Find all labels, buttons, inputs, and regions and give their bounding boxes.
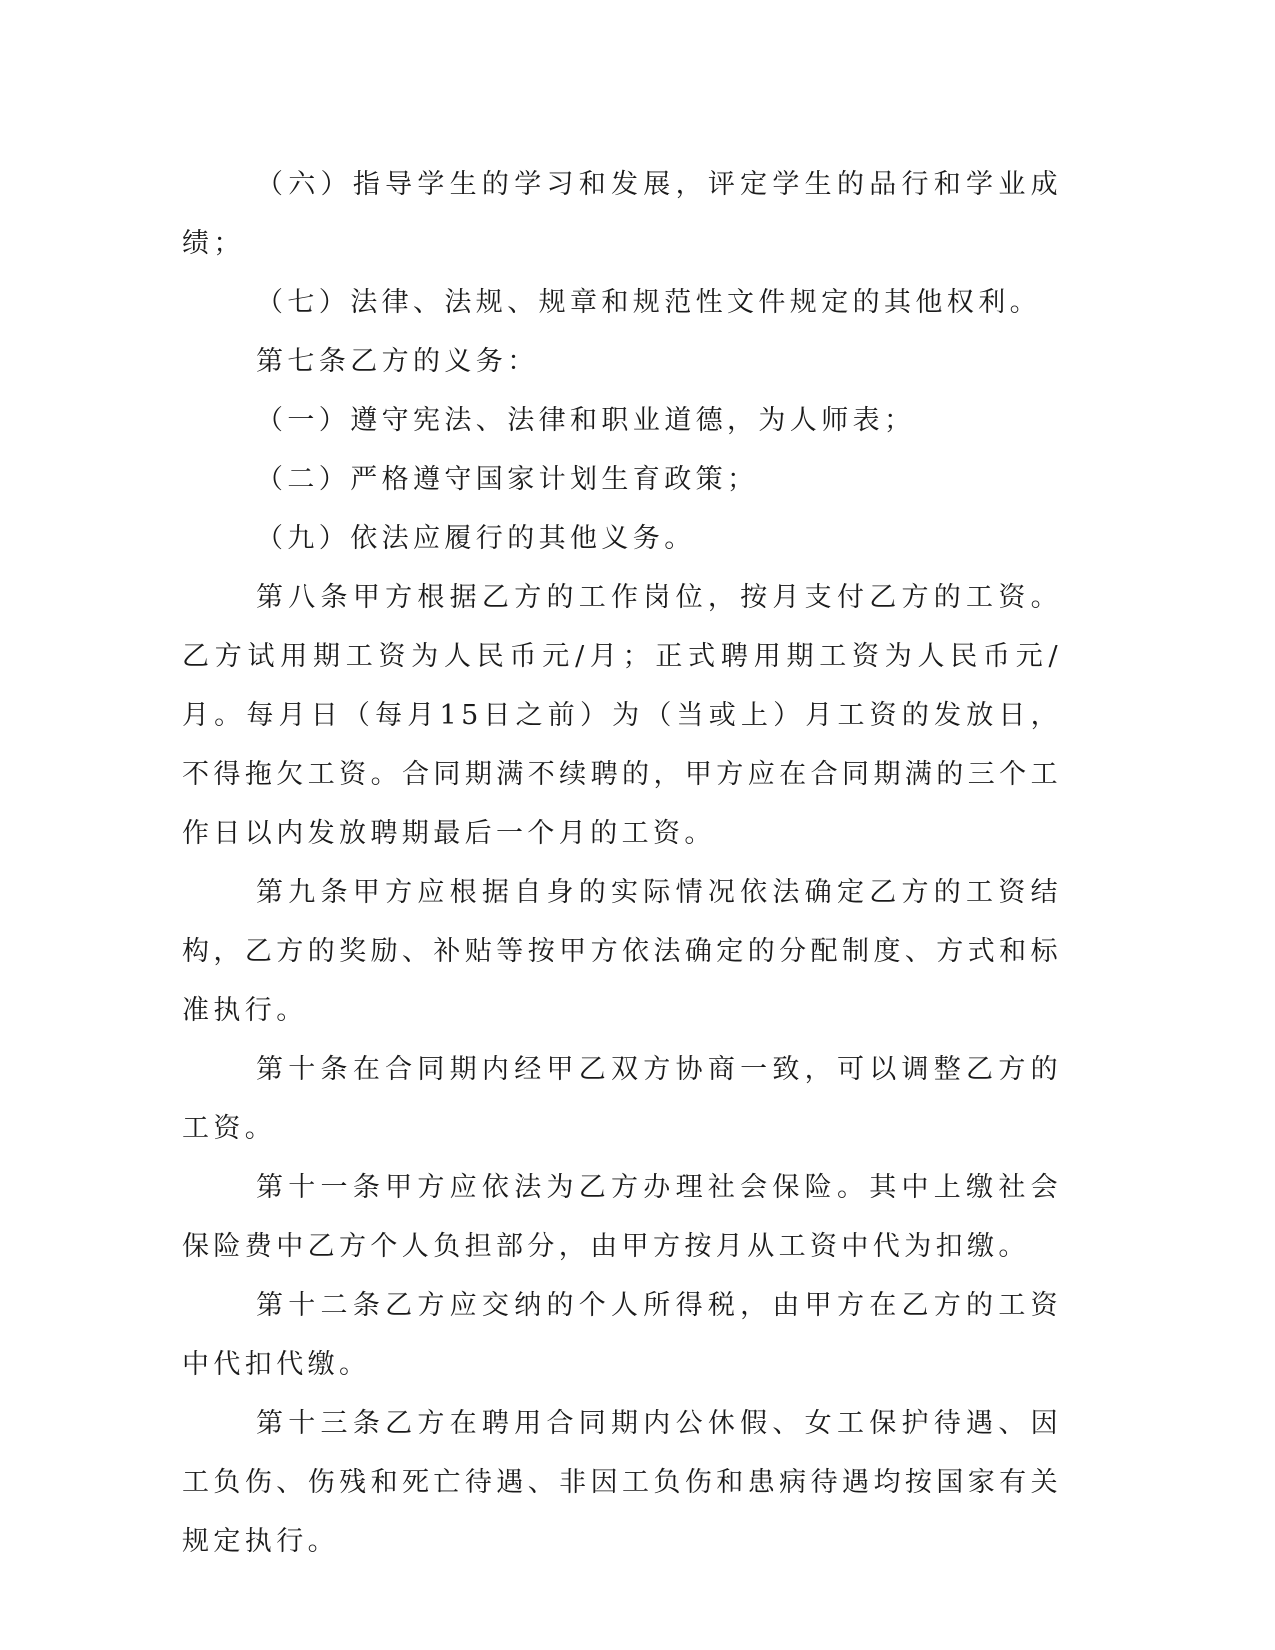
article-9-paragraph: 第九条甲方应根据自身的实际情况依法确定乙方的工资结构，乙方的奖励、补贴等按甲方依法确定的分配制度、方式和标准执行。 — [182, 877, 1062, 1026]
paragraph-duty-1: （一）遵守宪法、法律和职业道德，为人师表； — [256, 405, 916, 436]
article-12-paragraph: 第十二条乙方应交纳的个人所得税，由甲方在乙方的工资中代扣代缴。 — [182, 1290, 1062, 1380]
article-11-paragraph: 第十一条甲方应依法为乙方办理社会保险。其中上缴社会保险费中乙方个人负担部分，由甲方按月从工资中代为扣缴。 — [182, 1172, 1062, 1262]
article-8-paragraph: 第八条甲方根据乙方的工作岗位，按月支付乙方的工资。乙方试用期工资为人民币元/月；正式聘用期工资为人民币元/月。每月日（每月15日之前）为（当或上）月工资的发放日，不得拖欠工资。合同期满不续聘的，甲方应在合同期满的三个工作日以内发放聘期最后一个月的工资。 — [182, 582, 1062, 849]
paragraph-item-7-rights: （七）法律、法规、规章和规范性文件规定的其他权利。 — [256, 287, 1041, 318]
article-13-paragraph: 第十三条乙方在聘用合同期内公休假、女工保护待遇、因工负伤、伤残和死亡待遇、非因工负伤和患病待遇均按国家有关规定执行。 — [182, 1408, 1062, 1557]
article-7-heading: 第七条乙方的义务： — [256, 346, 539, 377]
document-body — [182, 155, 1062, 1571]
paragraph-item-6-rights: （六）指导学生的学习和发展，评定学生的品行和学业成绩； — [182, 169, 1062, 259]
article-10-paragraph: 第十条在合同期内经甲乙双方协商一致，可以调整乙方的工资。 — [182, 1054, 1062, 1144]
paragraph-duty-9: （九）依法应履行的其他义务。 — [256, 523, 696, 554]
paragraph-duty-2: （二）严格遵守国家计划生育政策； — [256, 464, 759, 495]
